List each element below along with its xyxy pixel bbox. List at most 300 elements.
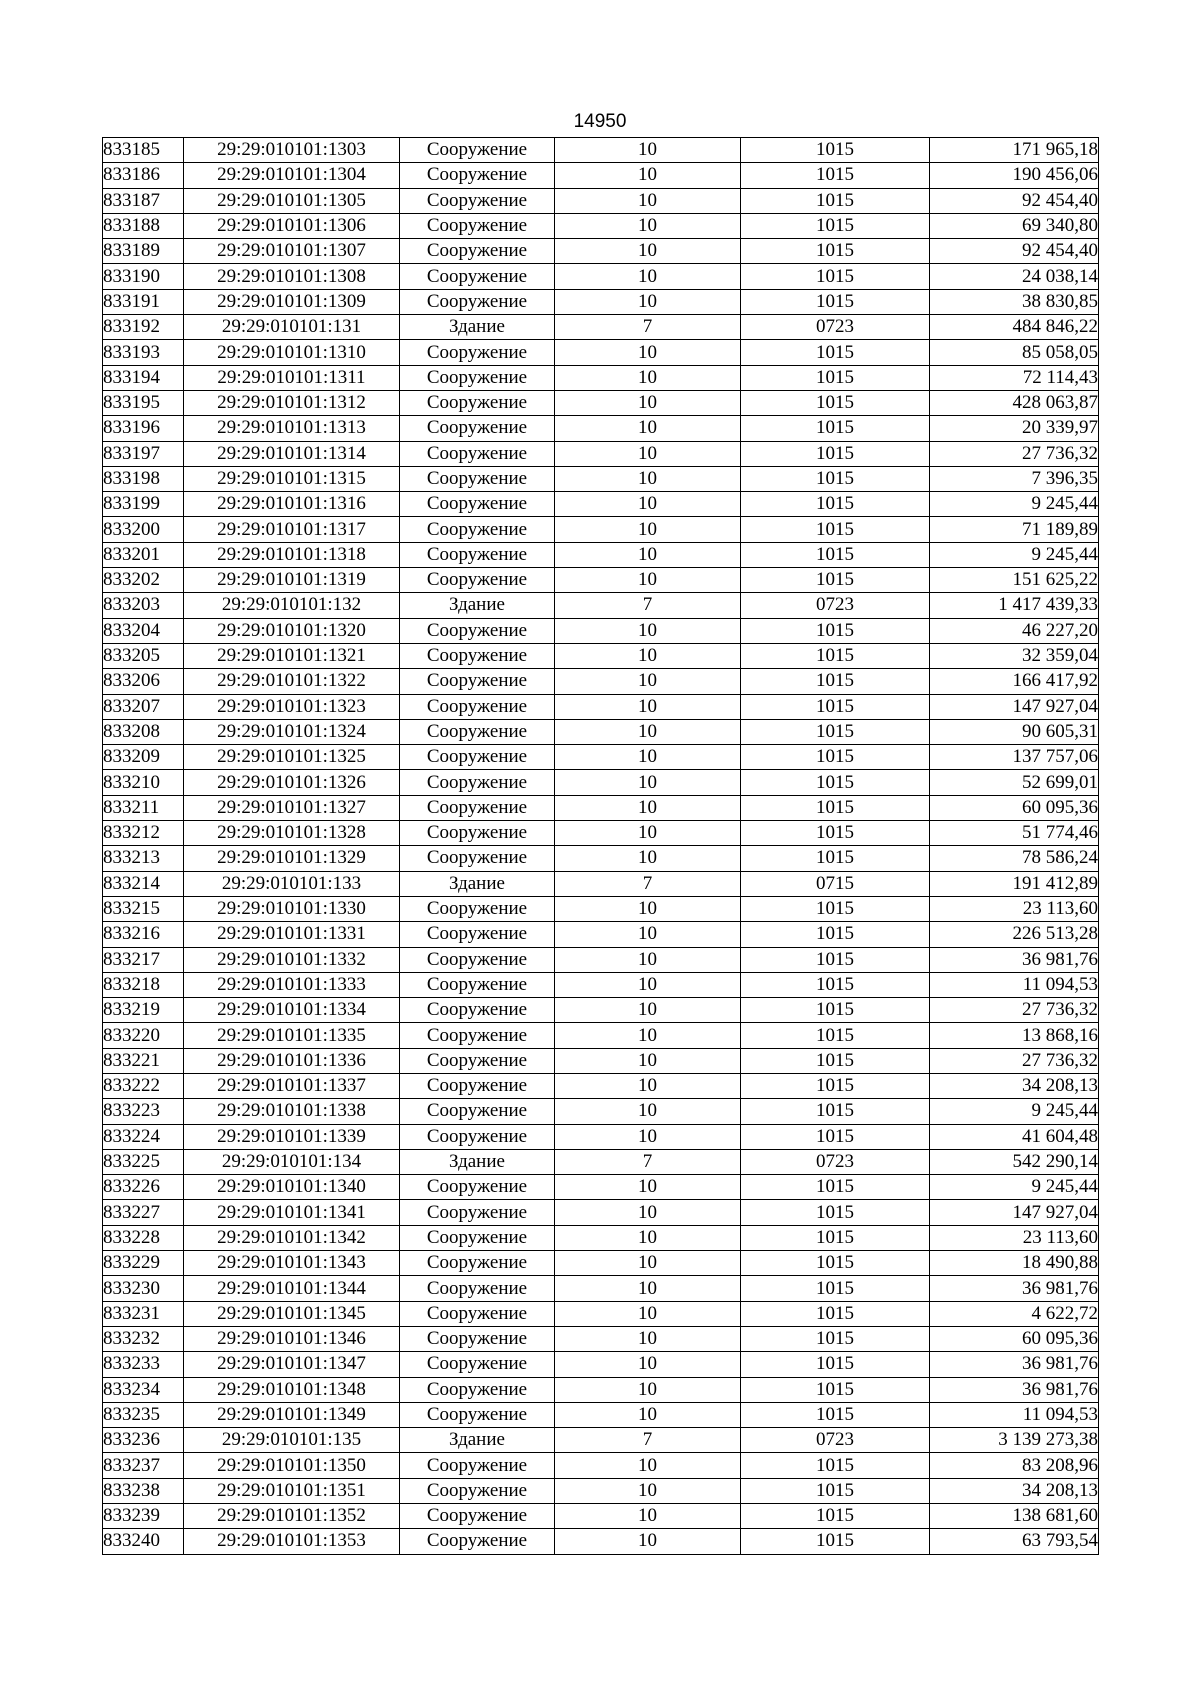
object-type-cell: Сооружение xyxy=(400,1048,555,1073)
cadastral-value-cell: 38 830,85 xyxy=(930,289,1099,314)
code-cell: 0715 xyxy=(741,871,930,896)
code-cell: 1015 xyxy=(741,188,930,213)
object-type-cell: Сооружение xyxy=(400,1023,555,1048)
cadastral-value-cell: 11 094,53 xyxy=(930,1402,1099,1427)
row-number-cell: 833201 xyxy=(103,542,184,567)
row-number-cell: 833196 xyxy=(103,416,184,441)
table-row xyxy=(103,1276,1099,1301)
group-cell: 10 xyxy=(555,770,741,795)
object-type-cell: Сооружение xyxy=(400,1175,555,1200)
table-row xyxy=(103,1529,1099,1554)
table-row xyxy=(103,340,1099,365)
code-cell: 1015 xyxy=(741,517,930,542)
code-cell: 1015 xyxy=(741,1099,930,1124)
code-cell: 1015 xyxy=(741,441,930,466)
object-type-cell: Здание xyxy=(400,1428,555,1453)
code-cell: 1015 xyxy=(741,1200,930,1225)
row-number-cell: 833217 xyxy=(103,947,184,972)
cadastral-value-cell: 36 981,76 xyxy=(930,947,1099,972)
row-number-cell: 833236 xyxy=(103,1428,184,1453)
row-number-cell: 833227 xyxy=(103,1200,184,1225)
object-type-cell: Сооружение xyxy=(400,239,555,264)
cadastral-value-cell: 190 456,06 xyxy=(930,163,1099,188)
table-row xyxy=(103,1073,1099,1098)
group-cell: 10 xyxy=(555,188,741,213)
table-row xyxy=(103,719,1099,744)
row-number-cell: 833221 xyxy=(103,1048,184,1073)
table-row xyxy=(103,998,1099,1023)
cadastral-value-cell: 11 094,53 xyxy=(930,972,1099,997)
cadastral-value-cell: 83 208,96 xyxy=(930,1453,1099,1478)
cadastral-value-cell: 9 245,44 xyxy=(930,542,1099,567)
group-cell: 7 xyxy=(555,315,741,340)
group-cell: 10 xyxy=(555,340,741,365)
cadastral-number-cell: 29:29:010101:1332 xyxy=(184,947,400,972)
object-type-cell: Здание xyxy=(400,1149,555,1174)
group-cell: 10 xyxy=(555,416,741,441)
object-type-cell: Сооружение xyxy=(400,492,555,517)
code-cell: 1015 xyxy=(741,1478,930,1503)
object-type-cell: Сооружение xyxy=(400,568,555,593)
row-number-cell: 833209 xyxy=(103,745,184,770)
cadastral-number-cell: 29:29:010101:1352 xyxy=(184,1504,400,1529)
registry-table xyxy=(102,137,1099,1555)
code-cell: 1015 xyxy=(741,365,930,390)
code-cell: 1015 xyxy=(741,492,930,517)
group-cell: 10 xyxy=(555,643,741,668)
code-cell: 1015 xyxy=(741,1175,930,1200)
group-cell: 10 xyxy=(555,365,741,390)
group-cell: 10 xyxy=(555,264,741,289)
row-number-cell: 833228 xyxy=(103,1225,184,1250)
table-row xyxy=(103,972,1099,997)
row-number-cell: 833206 xyxy=(103,669,184,694)
group-cell: 10 xyxy=(555,492,741,517)
group-cell: 10 xyxy=(555,1478,741,1503)
cadastral-number-cell: 29:29:010101:1323 xyxy=(184,694,400,719)
object-type-cell: Сооружение xyxy=(400,998,555,1023)
cadastral-value-cell: 92 454,40 xyxy=(930,188,1099,213)
group-cell: 10 xyxy=(555,821,741,846)
row-number-cell: 833216 xyxy=(103,922,184,947)
object-type-cell: Сооружение xyxy=(400,846,555,871)
table-row xyxy=(103,1124,1099,1149)
object-type-cell: Сооружение xyxy=(400,947,555,972)
cadastral-number-cell: 29:29:010101:1336 xyxy=(184,1048,400,1073)
cadastral-number-cell: 29:29:010101:131 xyxy=(184,315,400,340)
cadastral-number-cell: 29:29:010101:1309 xyxy=(184,289,400,314)
table-row xyxy=(103,138,1099,163)
cadastral-number-cell: 29:29:010101:1325 xyxy=(184,745,400,770)
cadastral-number-cell: 29:29:010101:133 xyxy=(184,871,400,896)
code-cell: 1015 xyxy=(741,390,930,415)
group-cell: 10 xyxy=(555,694,741,719)
cadastral-value-cell: 13 868,16 xyxy=(930,1023,1099,1048)
code-cell: 1015 xyxy=(741,770,930,795)
code-cell: 1015 xyxy=(741,821,930,846)
cadastral-number-cell: 29:29:010101:1306 xyxy=(184,213,400,238)
group-cell: 10 xyxy=(555,239,741,264)
object-type-cell: Сооружение xyxy=(400,416,555,441)
cadastral-value-cell: 20 339,97 xyxy=(930,416,1099,441)
cadastral-value-cell: 23 113,60 xyxy=(930,896,1099,921)
row-number-cell: 833212 xyxy=(103,821,184,846)
row-number-cell: 833186 xyxy=(103,163,184,188)
table-row xyxy=(103,669,1099,694)
cadastral-number-cell: 29:29:010101:1319 xyxy=(184,568,400,593)
table-row xyxy=(103,643,1099,668)
group-cell: 10 xyxy=(555,568,741,593)
table-row xyxy=(103,1149,1099,1174)
object-type-cell: Сооружение xyxy=(400,340,555,365)
cadastral-value-cell: 542 290,14 xyxy=(930,1149,1099,1174)
object-type-cell: Сооружение xyxy=(400,264,555,289)
table-row xyxy=(103,264,1099,289)
cadastral-number-cell: 29:29:010101:1326 xyxy=(184,770,400,795)
cadastral-number-cell: 29:29:010101:1315 xyxy=(184,466,400,491)
row-number-cell: 833190 xyxy=(103,264,184,289)
code-cell: 1015 xyxy=(741,719,930,744)
cadastral-number-cell: 29:29:010101:1331 xyxy=(184,922,400,947)
cadastral-number-cell: 29:29:010101:134 xyxy=(184,1149,400,1174)
object-type-cell: Сооружение xyxy=(400,1200,555,1225)
cadastral-number-cell: 29:29:010101:1342 xyxy=(184,1225,400,1250)
object-type-cell: Здание xyxy=(400,871,555,896)
row-number-cell: 833238 xyxy=(103,1478,184,1503)
row-number-cell: 833225 xyxy=(103,1149,184,1174)
table-row xyxy=(103,1175,1099,1200)
cadastral-value-cell: 27 736,32 xyxy=(930,1048,1099,1073)
table-row xyxy=(103,795,1099,820)
table-row xyxy=(103,1200,1099,1225)
row-number-cell: 833231 xyxy=(103,1301,184,1326)
cadastral-value-cell: 63 793,54 xyxy=(930,1529,1099,1554)
row-number-cell: 833207 xyxy=(103,694,184,719)
cadastral-value-cell: 32 359,04 xyxy=(930,643,1099,668)
table-row xyxy=(103,871,1099,896)
cadastral-number-cell: 29:29:010101:1318 xyxy=(184,542,400,567)
cadastral-number-cell: 29:29:010101:1349 xyxy=(184,1402,400,1427)
group-cell: 10 xyxy=(555,1504,741,1529)
group-cell: 10 xyxy=(555,1251,741,1276)
table-row xyxy=(103,1225,1099,1250)
code-cell: 1015 xyxy=(741,1402,930,1427)
code-cell: 1015 xyxy=(741,846,930,871)
group-cell: 10 xyxy=(555,947,741,972)
row-number-cell: 833210 xyxy=(103,770,184,795)
table-row xyxy=(103,213,1099,238)
cadastral-number-cell: 29:29:010101:1313 xyxy=(184,416,400,441)
code-cell: 1015 xyxy=(741,1301,930,1326)
code-cell: 1015 xyxy=(741,1276,930,1301)
table-row xyxy=(103,188,1099,213)
code-cell: 1015 xyxy=(741,163,930,188)
table-row xyxy=(103,390,1099,415)
cadastral-value-cell: 52 699,01 xyxy=(930,770,1099,795)
group-cell: 10 xyxy=(555,1124,741,1149)
cadastral-number-cell: 29:29:010101:1317 xyxy=(184,517,400,542)
cadastral-value-cell: 226 513,28 xyxy=(930,922,1099,947)
cadastral-number-cell: 29:29:010101:1305 xyxy=(184,188,400,213)
table-row xyxy=(103,593,1099,618)
cadastral-value-cell: 23 113,60 xyxy=(930,1225,1099,1250)
object-type-cell: Сооружение xyxy=(400,1251,555,1276)
cadastral-number-cell: 29:29:010101:1310 xyxy=(184,340,400,365)
cadastral-value-cell: 41 604,48 xyxy=(930,1124,1099,1149)
table-row xyxy=(103,466,1099,491)
row-number-cell: 833219 xyxy=(103,998,184,1023)
code-cell: 1015 xyxy=(741,669,930,694)
object-type-cell: Сооружение xyxy=(400,1225,555,1250)
object-type-cell: Сооружение xyxy=(400,1504,555,1529)
row-number-cell: 833232 xyxy=(103,1326,184,1351)
cadastral-value-cell: 24 038,14 xyxy=(930,264,1099,289)
table-row xyxy=(103,568,1099,593)
group-cell: 10 xyxy=(555,618,741,643)
code-cell: 1015 xyxy=(741,618,930,643)
cadastral-number-cell: 29:29:010101:1347 xyxy=(184,1352,400,1377)
code-cell: 1015 xyxy=(741,1377,930,1402)
cadastral-value-cell: 46 227,20 xyxy=(930,618,1099,643)
row-number-cell: 833204 xyxy=(103,618,184,643)
code-cell: 1015 xyxy=(741,1073,930,1098)
object-type-cell: Сооружение xyxy=(400,1529,555,1554)
cadastral-number-cell: 29:29:010101:1304 xyxy=(184,163,400,188)
table-row xyxy=(103,770,1099,795)
cadastral-value-cell: 72 114,43 xyxy=(930,365,1099,390)
table-row xyxy=(103,745,1099,770)
row-number-cell: 833205 xyxy=(103,643,184,668)
group-cell: 10 xyxy=(555,846,741,871)
cadastral-value-cell: 90 605,31 xyxy=(930,719,1099,744)
cadastral-number-cell: 29:29:010101:135 xyxy=(184,1428,400,1453)
code-cell: 0723 xyxy=(741,1428,930,1453)
object-type-cell: Сооружение xyxy=(400,138,555,163)
row-number-cell: 833211 xyxy=(103,795,184,820)
row-number-cell: 833215 xyxy=(103,896,184,921)
cadastral-value-cell: 78 586,24 xyxy=(930,846,1099,871)
object-type-cell: Сооружение xyxy=(400,1478,555,1503)
cadastral-value-cell: 4 622,72 xyxy=(930,1301,1099,1326)
object-type-cell: Сооружение xyxy=(400,719,555,744)
cadastral-value-cell: 34 208,13 xyxy=(930,1478,1099,1503)
cadastral-number-cell: 29:29:010101:1334 xyxy=(184,998,400,1023)
cadastral-value-cell: 147 927,04 xyxy=(930,1200,1099,1225)
group-cell: 10 xyxy=(555,745,741,770)
object-type-cell: Сооружение xyxy=(400,972,555,997)
object-type-cell: Сооружение xyxy=(400,542,555,567)
group-cell: 7 xyxy=(555,593,741,618)
object-type-cell: Сооружение xyxy=(400,694,555,719)
code-cell: 1015 xyxy=(741,1453,930,1478)
object-type-cell: Сооружение xyxy=(400,188,555,213)
cadastral-number-cell: 29:29:010101:1343 xyxy=(184,1251,400,1276)
row-number-cell: 833214 xyxy=(103,871,184,896)
group-cell: 7 xyxy=(555,1149,741,1174)
object-type-cell: Сооружение xyxy=(400,365,555,390)
code-cell: 1015 xyxy=(741,1504,930,1529)
group-cell: 10 xyxy=(555,441,741,466)
object-type-cell: Сооружение xyxy=(400,1326,555,1351)
group-cell: 10 xyxy=(555,163,741,188)
cadastral-number-cell: 29:29:010101:1308 xyxy=(184,264,400,289)
cadastral-number-cell: 29:29:010101:1327 xyxy=(184,795,400,820)
object-type-cell: Сооружение xyxy=(400,618,555,643)
group-cell: 10 xyxy=(555,1073,741,1098)
cadastral-number-cell: 29:29:010101:1307 xyxy=(184,239,400,264)
code-cell: 1015 xyxy=(741,1529,930,1554)
object-type-cell: Сооружение xyxy=(400,441,555,466)
registry-table-body xyxy=(103,138,1099,1555)
cadastral-value-cell: 51 774,46 xyxy=(930,821,1099,846)
row-number-cell: 833229 xyxy=(103,1251,184,1276)
object-type-cell: Сооружение xyxy=(400,795,555,820)
cadastral-value-cell: 60 095,36 xyxy=(930,1326,1099,1351)
row-number-cell: 833235 xyxy=(103,1402,184,1427)
code-cell: 1015 xyxy=(741,745,930,770)
object-type-cell: Сооружение xyxy=(400,1099,555,1124)
row-number-cell: 833226 xyxy=(103,1175,184,1200)
cadastral-value-cell: 138 681,60 xyxy=(930,1504,1099,1529)
object-type-cell: Сооружение xyxy=(400,1402,555,1427)
row-number-cell: 833187 xyxy=(103,188,184,213)
cadastral-value-cell: 60 095,36 xyxy=(930,795,1099,820)
cadastral-value-cell: 9 245,44 xyxy=(930,1175,1099,1200)
cadastral-number-cell: 29:29:010101:1311 xyxy=(184,365,400,390)
cadastral-value-cell: 69 340,80 xyxy=(930,213,1099,238)
cadastral-number-cell: 29:29:010101:1337 xyxy=(184,1073,400,1098)
code-cell: 1015 xyxy=(741,466,930,491)
cadastral-number-cell: 29:29:010101:1353 xyxy=(184,1529,400,1554)
code-cell: 1015 xyxy=(741,1048,930,1073)
code-cell: 1015 xyxy=(741,1251,930,1276)
object-type-cell: Сооружение xyxy=(400,517,555,542)
cadastral-value-cell: 34 208,13 xyxy=(930,1073,1099,1098)
table-row xyxy=(103,1099,1099,1124)
group-cell: 10 xyxy=(555,138,741,163)
cadastral-value-cell: 36 981,76 xyxy=(930,1377,1099,1402)
row-number-cell: 833193 xyxy=(103,340,184,365)
object-type-cell: Сооружение xyxy=(400,289,555,314)
row-number-cell: 833198 xyxy=(103,466,184,491)
cadastral-value-cell: 191 412,89 xyxy=(930,871,1099,896)
group-cell: 10 xyxy=(555,669,741,694)
group-cell: 10 xyxy=(555,1175,741,1200)
row-number-cell: 833230 xyxy=(103,1276,184,1301)
group-cell: 10 xyxy=(555,922,741,947)
group-cell: 10 xyxy=(555,1048,741,1073)
group-cell: 10 xyxy=(555,1529,741,1554)
row-number-cell: 833224 xyxy=(103,1124,184,1149)
row-number-cell: 833220 xyxy=(103,1023,184,1048)
group-cell: 10 xyxy=(555,795,741,820)
cadastral-value-cell: 92 454,40 xyxy=(930,239,1099,264)
table-row xyxy=(103,365,1099,390)
object-type-cell: Сооружение xyxy=(400,745,555,770)
cadastral-number-cell: 29:29:010101:1312 xyxy=(184,390,400,415)
table-row xyxy=(103,492,1099,517)
table-row xyxy=(103,1301,1099,1326)
table-row xyxy=(103,416,1099,441)
table-row xyxy=(103,441,1099,466)
code-cell: 1015 xyxy=(741,416,930,441)
group-cell: 10 xyxy=(555,1023,741,1048)
table-row xyxy=(103,947,1099,972)
cadastral-value-cell: 9 245,44 xyxy=(930,492,1099,517)
table-row xyxy=(103,821,1099,846)
cadastral-number-cell: 29:29:010101:1340 xyxy=(184,1175,400,1200)
object-type-cell: Сооружение xyxy=(400,390,555,415)
cadastral-value-cell: 166 417,92 xyxy=(930,669,1099,694)
object-type-cell: Сооружение xyxy=(400,1352,555,1377)
row-number-cell: 833200 xyxy=(103,517,184,542)
group-cell: 10 xyxy=(555,896,741,921)
code-cell: 1015 xyxy=(741,694,930,719)
group-cell: 10 xyxy=(555,998,741,1023)
row-number-cell: 833195 xyxy=(103,390,184,415)
code-cell: 1015 xyxy=(741,972,930,997)
cadastral-number-cell: 29:29:010101:132 xyxy=(184,593,400,618)
row-number-cell: 833222 xyxy=(103,1073,184,1098)
row-number-cell: 833192 xyxy=(103,315,184,340)
code-cell: 1015 xyxy=(741,138,930,163)
cadastral-number-cell: 29:29:010101:1345 xyxy=(184,1301,400,1326)
code-cell: 1015 xyxy=(741,1225,930,1250)
code-cell: 1015 xyxy=(741,795,930,820)
object-type-cell: Сооружение xyxy=(400,1124,555,1149)
group-cell: 10 xyxy=(555,1453,741,1478)
code-cell: 1015 xyxy=(741,568,930,593)
cadastral-value-cell: 36 981,76 xyxy=(930,1352,1099,1377)
row-number-cell: 833189 xyxy=(103,239,184,264)
table-row xyxy=(103,1352,1099,1377)
group-cell: 10 xyxy=(555,1225,741,1250)
cadastral-number-cell: 29:29:010101:1303 xyxy=(184,138,400,163)
group-cell: 10 xyxy=(555,542,741,567)
row-number-cell: 833218 xyxy=(103,972,184,997)
group-cell: 7 xyxy=(555,1428,741,1453)
cadastral-number-cell: 29:29:010101:1350 xyxy=(184,1453,400,1478)
row-number-cell: 833197 xyxy=(103,441,184,466)
table-row xyxy=(103,1023,1099,1048)
object-type-cell: Сооружение xyxy=(400,1453,555,1478)
cadastral-number-cell: 29:29:010101:1341 xyxy=(184,1200,400,1225)
cadastral-number-cell: 29:29:010101:1346 xyxy=(184,1326,400,1351)
row-number-cell: 833240 xyxy=(103,1529,184,1554)
group-cell: 10 xyxy=(555,1377,741,1402)
row-number-cell: 833223 xyxy=(103,1099,184,1124)
row-number-cell: 833234 xyxy=(103,1377,184,1402)
code-cell: 1015 xyxy=(741,213,930,238)
cadastral-value-cell: 27 736,32 xyxy=(930,998,1099,1023)
row-number-cell: 833208 xyxy=(103,719,184,744)
table-row xyxy=(103,239,1099,264)
cadastral-number-cell: 29:29:010101:1329 xyxy=(184,846,400,871)
object-type-cell: Сооружение xyxy=(400,1073,555,1098)
cadastral-value-cell: 428 063,87 xyxy=(930,390,1099,415)
table-row xyxy=(103,542,1099,567)
table-row xyxy=(103,289,1099,314)
cadastral-number-cell: 29:29:010101:1351 xyxy=(184,1478,400,1503)
table-row xyxy=(103,517,1099,542)
table-row xyxy=(103,922,1099,947)
object-type-cell: Сооружение xyxy=(400,163,555,188)
cadastral-number-cell: 29:29:010101:1320 xyxy=(184,618,400,643)
cadastral-value-cell: 484 846,22 xyxy=(930,315,1099,340)
group-cell: 7 xyxy=(555,871,741,896)
cadastral-value-cell: 71 189,89 xyxy=(930,517,1099,542)
group-cell: 10 xyxy=(555,517,741,542)
